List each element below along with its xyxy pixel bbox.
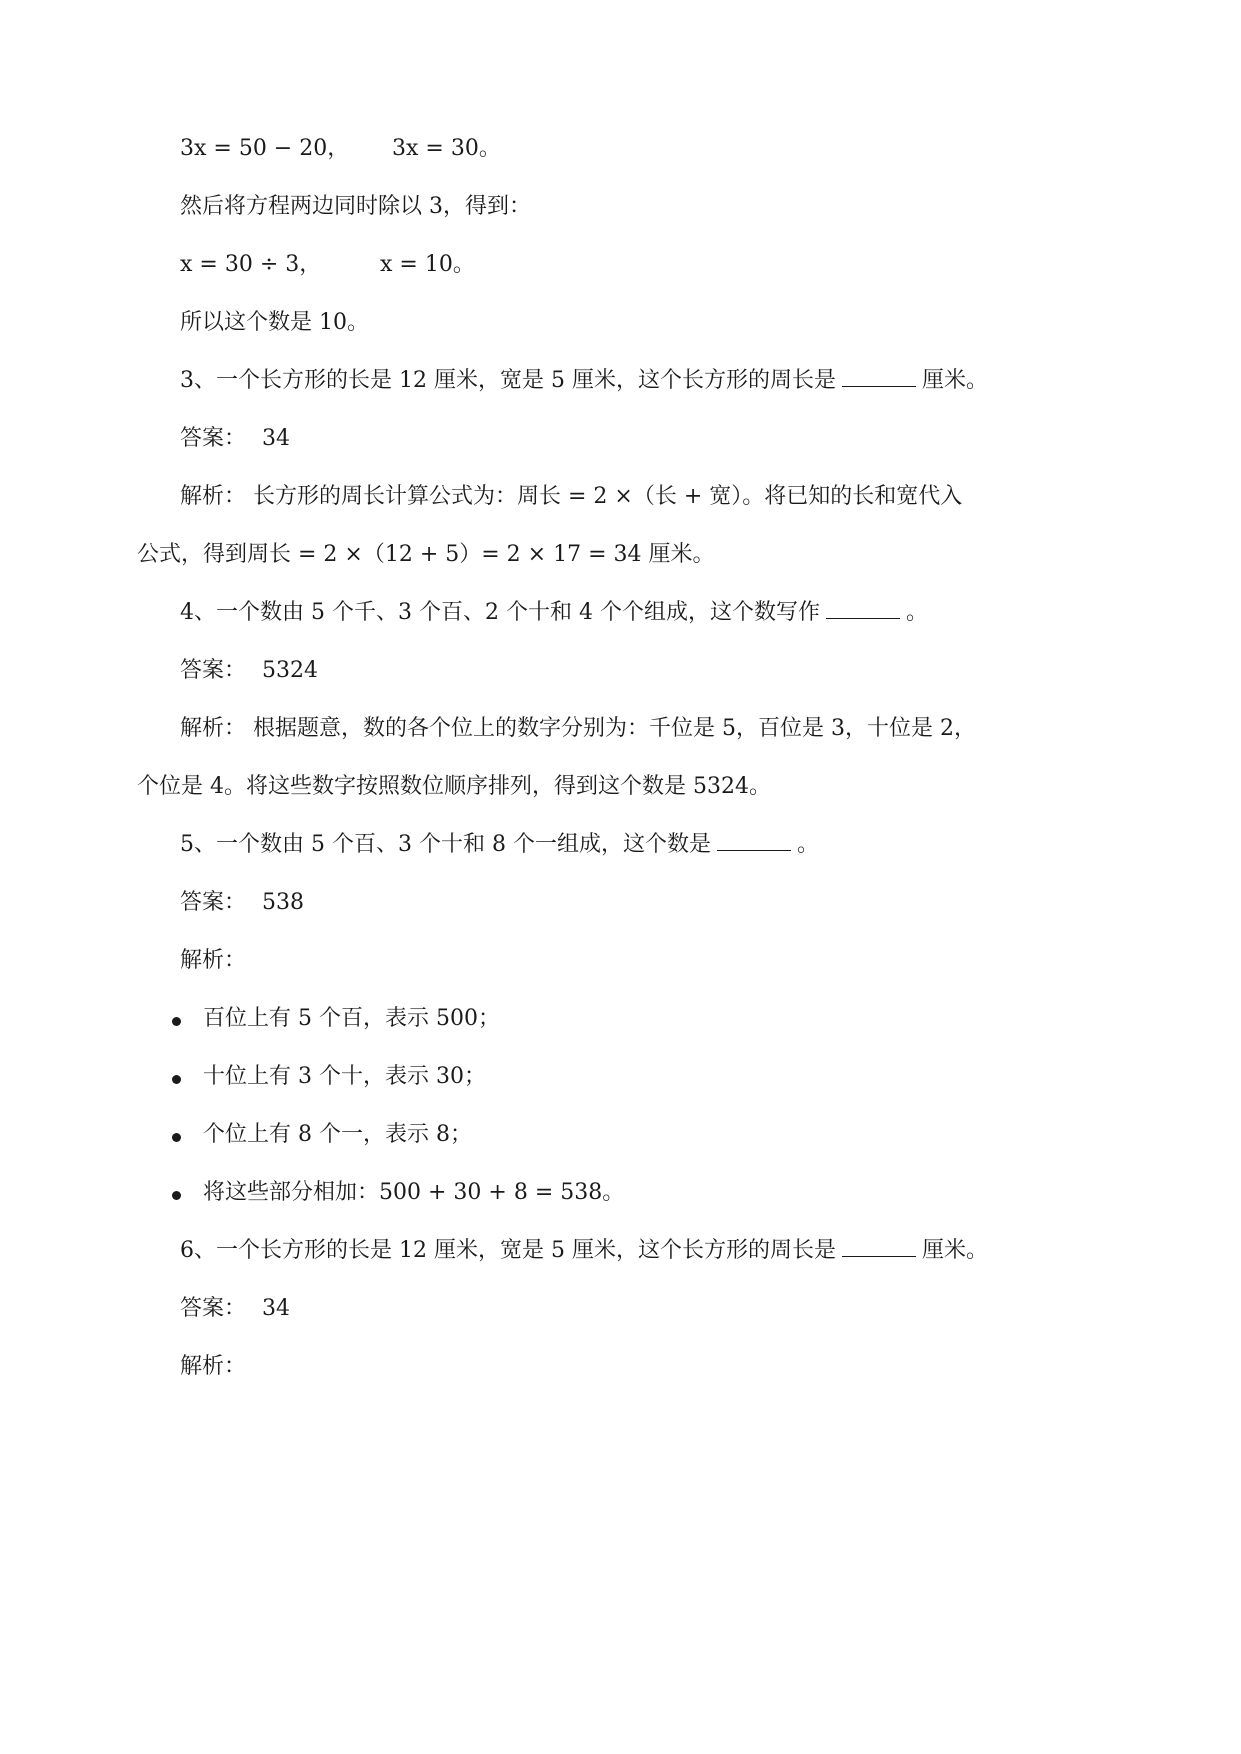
analysis-4-line-2: 个位是 4。将这些数字按照数位顺序排列，得到这个数是 5324。 (137, 774, 771, 799)
answer-4 (180, 656, 318, 686)
answer-3 (180, 424, 290, 454)
question-6 (180, 1236, 988, 1266)
analysis-5-label: 解析： (180, 948, 247, 973)
question-4-text: 4、一个数由 5 个千、3 个百、2 个十和 4 个个组成，这个数写作 (180, 600, 820, 625)
bullet-icon (172, 1133, 181, 1142)
answer-5-value: 538 (262, 890, 305, 915)
list-item: 将这些部分相加：500 + 30 + 8 = 538。 (203, 1180, 625, 1205)
answer-label: 答案： (180, 426, 247, 451)
list-item: 百位上有 5 个百，表示 500； (203, 1006, 500, 1031)
answer-4-value: 5324 (262, 658, 319, 683)
equation-line-1a: 3x = 50 − 20， (180, 136, 350, 161)
list-item: 十位上有 3 个十，表示 30； (203, 1064, 486, 1089)
question-5-text: 5、一个数由 5 个百、3 个十和 8 个一组成，这个数是 (180, 832, 711, 857)
result-text: 所以这个数是 10。 (180, 310, 369, 335)
answer-3-value: 34 (262, 426, 291, 451)
bullet-icon (172, 1075, 181, 1084)
answer-label: 答案： (180, 658, 247, 683)
answer-5 (180, 888, 304, 918)
list-item: 个位上有 8 个一，表示 8； (203, 1122, 472, 1147)
question-5-suffix: 。 (796, 832, 819, 857)
answer-blank (717, 830, 791, 851)
question-3-text: 3、一个长方形的长是 12 厘米，宽是 5 厘米，这个长方形的周长是 (180, 368, 836, 393)
question-4 (180, 598, 928, 628)
bullet-icon (172, 1017, 181, 1026)
question-3-suffix: 厘米。 (921, 368, 988, 393)
question-4-suffix: 。 (905, 600, 928, 625)
question-3 (180, 366, 988, 396)
answer-6 (180, 1294, 290, 1324)
analysis-6-label: 解析： (180, 1354, 247, 1379)
bullet-icon (172, 1191, 181, 1200)
answer-label: 答案： (180, 890, 247, 915)
equation-line-1b: 3x = 30。 (392, 136, 501, 161)
answer-blank (842, 366, 916, 387)
question-5 (180, 830, 819, 860)
answer-blank (842, 1236, 916, 1257)
analysis-4-line-1: 解析： 根据题意，数的各个位上的数字分别为：千位是 5，百位是 3，十位是 2， (180, 716, 976, 741)
question-6-suffix: 厘米。 (921, 1238, 988, 1263)
question-6-text: 6、一个长方形的长是 12 厘米，宽是 5 厘米，这个长方形的周长是 (180, 1238, 836, 1263)
answer-6-value: 34 (262, 1296, 291, 1321)
analysis-3-line-1: 解析： 长方形的周长计算公式为：周长 = 2 ×（长 + 宽）。将已知的长和宽代入 (180, 484, 963, 509)
answer-blank (826, 598, 900, 619)
divide-step-text: 然后将方程两边同时除以 3，得到： (180, 194, 531, 219)
analysis-3-line-2: 公式，得到周长 = 2 ×（12 + 5）= 2 × 17 = 34 厘米。 (137, 542, 715, 567)
equation-line-2b: x = 10。 (380, 252, 475, 277)
answer-label: 答案： (180, 1296, 247, 1321)
equation-line-2a: x = 30 ÷ 3， (180, 252, 322, 277)
